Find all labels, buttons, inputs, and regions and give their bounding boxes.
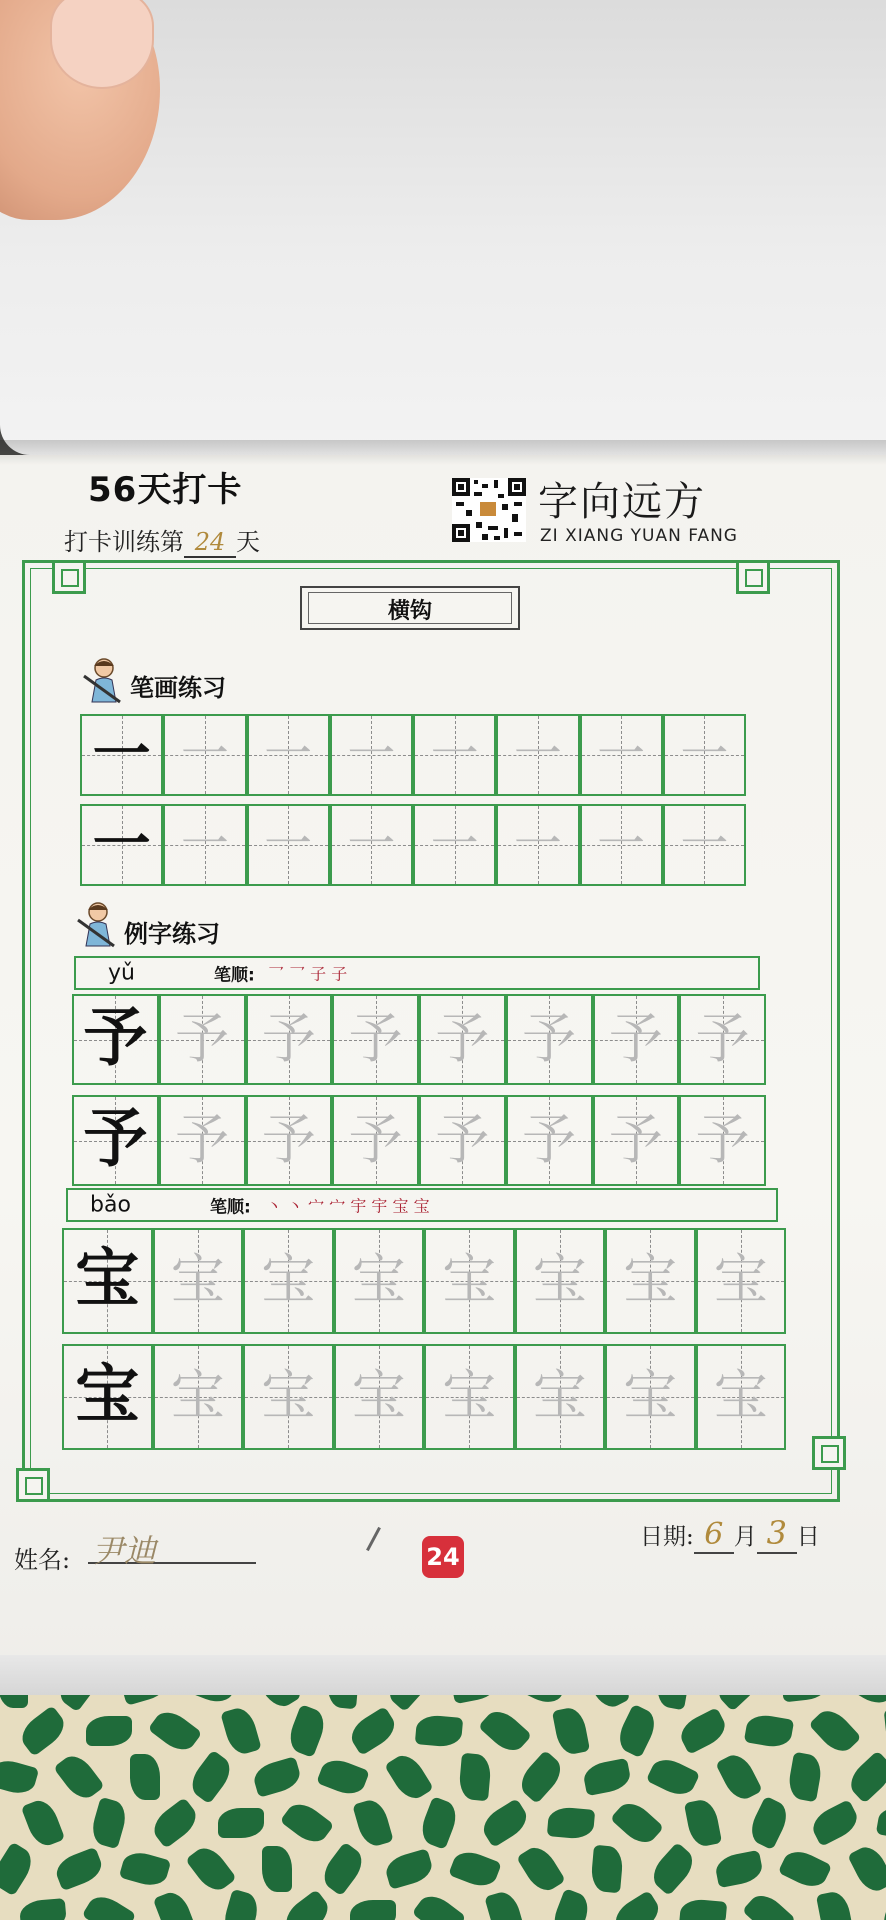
fabric-leaf — [547, 1806, 595, 1840]
model-character: 宝 — [75, 1357, 140, 1433]
fabric-leaf — [552, 1706, 590, 1757]
stroke-order-label: 笔顺: — [210, 1197, 251, 1218]
model-character: 一 — [92, 809, 151, 878]
trace-cell — [159, 994, 246, 1085]
fabric-leaf — [816, 1890, 854, 1920]
tracing-character: 宝 — [713, 1363, 768, 1427]
trace-cell — [424, 1228, 515, 1334]
fabric-leaf — [19, 1898, 67, 1920]
brand-logo: 字向远方 — [538, 479, 706, 525]
fabric-leaf — [613, 1704, 660, 1758]
char-info-bar — [66, 1188, 778, 1222]
student-writing-icon — [76, 900, 120, 948]
trace-cell — [496, 804, 579, 886]
fabric-leaf — [549, 1888, 593, 1920]
model-character: 一 — [92, 719, 151, 788]
tracing-character: 予 — [695, 1107, 750, 1171]
fabric-leaf — [514, 1750, 567, 1804]
trace-cell — [696, 1344, 787, 1450]
tracing-character: 一 — [180, 816, 229, 873]
char-pinyin: bǎo — [90, 1192, 131, 1218]
fabric-leaf — [21, 1796, 65, 1850]
fabric-leaf — [684, 1798, 722, 1849]
tracing-character: 宝 — [351, 1247, 406, 1311]
fabric-leaf — [478, 1798, 533, 1848]
tracing-character: 宝 — [442, 1247, 497, 1311]
fabric-leaf — [52, 1847, 106, 1891]
fabric-leaf — [610, 1796, 664, 1849]
month-unit: 月 — [733, 1524, 757, 1550]
fabric-leaf — [808, 1704, 861, 1758]
trace-cell — [580, 714, 663, 796]
tracing-character: 一 — [680, 726, 729, 783]
fabric-leaf — [317, 1842, 369, 1897]
fabric-leaf — [844, 1750, 886, 1803]
date-label: 日期: — [640, 1524, 694, 1550]
tracing-character: 宝 — [170, 1363, 225, 1427]
fabric-leaf — [458, 1753, 492, 1801]
tracing-character: 一 — [597, 816, 646, 873]
fabric-leaf — [185, 1750, 237, 1805]
fabric-leaf — [384, 1750, 434, 1805]
tracing-character: 予 — [608, 1107, 663, 1171]
char-practice-grid — [72, 994, 766, 1186]
trace-cell — [243, 1228, 334, 1334]
challenge-title: 56天打卡 — [88, 470, 243, 510]
fabric-leaf — [745, 1796, 792, 1850]
name-handwritten: 尹迪 — [92, 1532, 157, 1570]
fabric-leaf — [646, 1753, 700, 1800]
trace-cell — [593, 994, 680, 1085]
model-cell — [72, 994, 159, 1085]
fabric-leaf — [262, 1846, 292, 1892]
fabric-leaf — [516, 1842, 566, 1897]
tracing-character: 予 — [261, 1006, 316, 1070]
stroke-name: 横钩 — [387, 599, 432, 624]
fabric-leaf — [280, 1797, 335, 1849]
fabric-leaf — [16, 1705, 71, 1757]
fabric-leaf — [53, 1750, 105, 1805]
fabric-leaf — [316, 1755, 370, 1799]
tracing-character: 一 — [347, 816, 396, 873]
tracing-character: 予 — [175, 1006, 230, 1070]
model-cell — [62, 1344, 153, 1450]
model-cell — [80, 804, 163, 886]
stroke-order-label: 笔顺: — [214, 965, 255, 986]
fabric-leaf — [0, 1842, 38, 1897]
fabric-leaf — [185, 1842, 237, 1897]
fabric-leaf — [448, 1847, 502, 1891]
tracing-character: 一 — [597, 726, 646, 783]
fabric-leaf — [744, 1712, 795, 1750]
tracing-character: 宝 — [261, 1363, 316, 1427]
fabric-leaf — [415, 1714, 463, 1748]
date-line — [640, 1514, 820, 1554]
trace-cell — [419, 1095, 506, 1186]
trace-cell — [330, 714, 413, 796]
trace-cell — [506, 1095, 593, 1186]
trace-cell — [419, 994, 506, 1085]
tracing-character: 予 — [522, 1006, 577, 1070]
fabric-leaf — [676, 1707, 731, 1755]
checkin-suffix: 天 — [236, 528, 260, 556]
fabric-leaf — [877, 1888, 886, 1920]
name-label: 姓名: — [14, 1546, 71, 1574]
tracing-character: 宝 — [623, 1363, 678, 1427]
page-number-badge: 24 — [422, 1536, 464, 1578]
frame-corner — [812, 1436, 846, 1470]
tracing-character: 予 — [435, 1107, 490, 1171]
fabric-leaf — [646, 1842, 699, 1896]
trace-cell — [515, 1228, 606, 1334]
fabric-leaf — [383, 1848, 435, 1890]
stroke-order-sequence: 丶 丶 宀 宀 宇 宇 宝 宝 — [266, 1196, 430, 1216]
frame-corner — [736, 560, 770, 594]
tracing-character: 予 — [522, 1107, 577, 1171]
fabric-leaf — [280, 1889, 335, 1920]
tracing-character: 予 — [348, 1006, 403, 1070]
trace-cell — [163, 804, 246, 886]
tracing-character: 宝 — [351, 1363, 406, 1427]
day-unit: 日 — [796, 1524, 820, 1550]
fabric-leaf — [786, 1752, 824, 1803]
model-cell — [72, 1095, 159, 1186]
fabric-leaf — [0, 1756, 39, 1798]
trace-cell — [663, 714, 746, 796]
tracing-character: 予 — [608, 1006, 663, 1070]
trace-cell — [605, 1344, 696, 1450]
model-character: 宝 — [75, 1241, 140, 1317]
fabric-leaf — [484, 1889, 526, 1920]
frame-corner — [16, 1468, 50, 1502]
trace-cell — [496, 714, 579, 796]
trace-cell — [413, 714, 496, 796]
tracing-character: 宝 — [170, 1247, 225, 1311]
fabric-background — [0, 1660, 886, 1920]
date-day: 3 — [757, 1514, 797, 1554]
trace-cell — [663, 804, 746, 886]
tracing-character: 予 — [175, 1107, 230, 1171]
checkin-day: 24 — [184, 528, 236, 558]
trace-cell — [330, 804, 413, 886]
student-writing-icon — [82, 656, 126, 704]
fabric-leaf — [478, 1704, 532, 1757]
trace-cell — [334, 1344, 425, 1450]
model-cell — [80, 714, 163, 796]
section-stroke-practice-title: 笔画练习 — [130, 674, 226, 702]
tracing-character: 予 — [261, 1107, 316, 1171]
trace-cell — [334, 1228, 425, 1334]
tracing-character: 宝 — [532, 1363, 587, 1427]
fabric-leaf — [808, 1799, 863, 1847]
frame-corner — [52, 560, 86, 594]
model-character: 予 — [83, 1000, 148, 1076]
trace-cell — [332, 994, 419, 1085]
fabric-leaf — [82, 1890, 137, 1920]
fabric-leaf — [285, 1704, 329, 1758]
trace-cell — [515, 1344, 606, 1450]
trace-cell — [159, 1095, 246, 1186]
stroke-practice-grid — [80, 714, 746, 886]
trace-cell — [506, 994, 593, 1085]
trace-cell — [580, 804, 663, 886]
fabric-leaf — [220, 1889, 262, 1920]
tracing-character: 宝 — [261, 1247, 316, 1311]
fabric-leaf — [715, 1750, 763, 1805]
tracing-character: 宝 — [442, 1363, 497, 1427]
tracing-character: 宝 — [532, 1247, 587, 1311]
trace-cell — [679, 994, 766, 1085]
fabric-leaf — [610, 1890, 665, 1920]
tracing-character: 一 — [347, 726, 396, 783]
tracing-character: 一 — [513, 816, 562, 873]
fabric-leaf — [679, 1898, 727, 1920]
fabric-leaf — [251, 1756, 303, 1798]
tracing-character: 宝 — [623, 1247, 678, 1311]
trace-cell — [153, 1344, 244, 1450]
tracing-character: 一 — [180, 726, 229, 783]
trace-cell — [243, 1344, 334, 1450]
trace-cell — [247, 714, 330, 796]
trace-cell — [332, 1095, 419, 1186]
trace-cell — [593, 1095, 680, 1186]
tracing-character: 一 — [430, 816, 479, 873]
name-line — [88, 1532, 256, 1570]
trace-cell — [679, 1095, 766, 1186]
trace-cell — [424, 1344, 515, 1450]
fabric-leaf — [86, 1716, 132, 1746]
fabric-leaf — [148, 1797, 203, 1849]
fabric-leaf — [847, 1842, 886, 1897]
fabric-leaf — [714, 1850, 765, 1888]
tracing-character: 宝 — [713, 1247, 768, 1311]
stroke-order-sequence: 乛 乛 子 子 — [268, 964, 348, 984]
trace-cell — [605, 1228, 696, 1334]
checkin-line — [64, 522, 260, 558]
tracing-character: 予 — [435, 1006, 490, 1070]
tracing-character: 予 — [695, 1006, 750, 1070]
trace-cell — [246, 994, 333, 1085]
fabric-leaf — [742, 1888, 796, 1920]
tracing-character: 一 — [513, 726, 562, 783]
trace-cell — [247, 804, 330, 886]
tracing-character: 一 — [264, 816, 313, 873]
tracing-character: 一 — [680, 816, 729, 873]
stroke-name-banner — [300, 586, 520, 630]
char-info-bar — [74, 956, 760, 990]
date-month: 6 — [694, 1517, 734, 1554]
trace-cell — [153, 1228, 244, 1334]
model-cell — [62, 1228, 153, 1334]
fabric-leaf — [352, 1797, 394, 1849]
brand-latin: ZI XIANG YUAN FANG — [540, 526, 738, 546]
fabric-leaf — [350, 1900, 396, 1920]
qr-code-icon — [452, 478, 526, 542]
model-character: 予 — [83, 1101, 148, 1177]
fabric-leaf — [876, 1804, 886, 1842]
tracing-character: 予 — [348, 1107, 403, 1171]
stacked-page-edges — [0, 1655, 886, 1695]
char-pinyin: yǔ — [108, 960, 135, 986]
trace-cell — [696, 1228, 787, 1334]
fabric-leaf — [346, 1706, 401, 1756]
fabric-leaf — [582, 1758, 633, 1796]
tracing-character: 一 — [430, 726, 479, 783]
fabric-leaf — [218, 1808, 264, 1838]
qr-code-graphic — [452, 478, 526, 542]
tracing-character: 一 — [264, 726, 313, 783]
trace-cell — [163, 714, 246, 796]
fabric-leaf — [130, 1754, 160, 1800]
fabric-leaf — [153, 1888, 197, 1920]
trace-cell — [246, 1095, 333, 1186]
fabric-leaf — [220, 1705, 262, 1757]
section-example-chars-title: 例字练习 — [124, 920, 220, 948]
fabric-leaf — [417, 1796, 461, 1850]
char-practice-grid — [62, 1228, 786, 1450]
fabric-leaf — [148, 1705, 203, 1757]
checkin-prefix: 打卡训练第 — [64, 528, 184, 556]
fabric-leaf — [412, 1889, 467, 1920]
fabric-leaf — [88, 1797, 130, 1849]
trace-cell — [413, 804, 496, 886]
fabric-leaf — [590, 1845, 624, 1893]
fabric-leaf — [119, 1848, 171, 1890]
fabric-leaf — [778, 1845, 832, 1892]
